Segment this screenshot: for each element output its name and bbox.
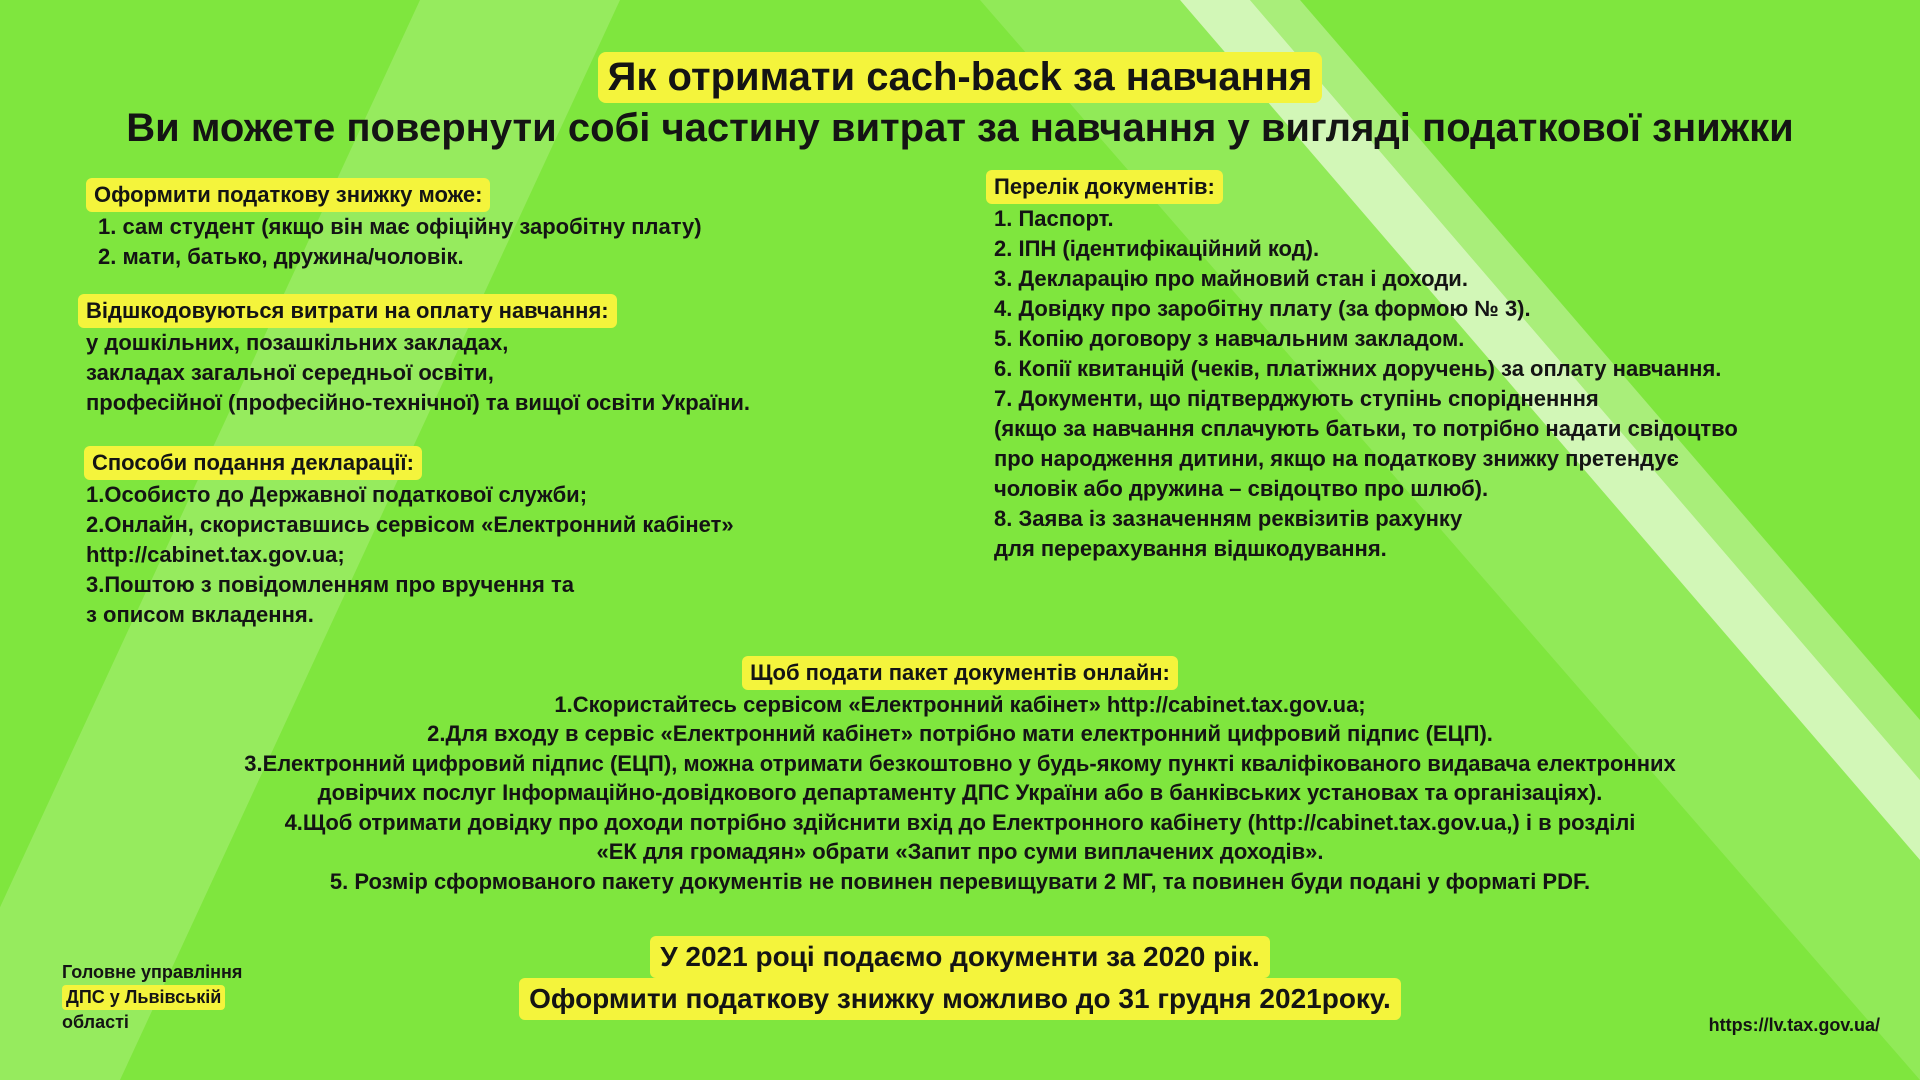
expenses-line: професійної (професійно-технічної) та вищої освіти України. xyxy=(86,390,751,415)
online-line: 2.Для входу в сервіс «Електронний кабінет» потрібно мати електронний цифровий підпис (ЕЦП). xyxy=(427,721,1493,746)
online-line: «ЕК для громадян» обрати «Запит про суми виплачених доходів». xyxy=(596,839,1324,864)
documents-line: про народження дитини, якщо на податкову знижку претендує xyxy=(994,446,1679,471)
documents-line: 2. ІПН (ідентифікаційний код). xyxy=(994,236,1320,261)
documents-line: 7. Документи, що підтверджують ступінь спорідненння xyxy=(994,386,1599,411)
main-title-text: Як отримати cach-back за навчання xyxy=(598,52,1323,103)
documents-line: 1. Паспорт. xyxy=(994,206,1114,231)
documents-section xyxy=(986,170,1738,564)
methods-line: 3.Поштою з повідомленням про вручення та xyxy=(86,572,575,597)
documents-line: 6. Копії квитанцій (чеків, платіжних доручень) за оплату навчання. xyxy=(994,356,1722,381)
methods-section xyxy=(78,446,734,630)
footer-notice xyxy=(0,936,1920,1020)
footer-line-1: У 2021 році подаємо документи за 2020 рік. xyxy=(650,936,1270,978)
organization-name xyxy=(62,960,242,1035)
org-line: ДПС у Львівській xyxy=(62,985,225,1010)
online-line: 3.Електронний цифровий підпис (ЕЦП), можна отримати безкоштовно у будь-якому пункті кваліфікованого видавача електронних xyxy=(244,750,1676,776)
who-item: 2. мати, батько, дружина/чоловік. xyxy=(98,244,464,269)
online-section xyxy=(0,656,1920,896)
documents-line: (якщо за навчання сплачують батьки, то потрібно надати свідоцтво xyxy=(994,416,1738,441)
online-line: 4.Щоб отримати довідку про доходи потрібно здійснити вхід до Електронного кабінету (http://cabinet.tax.gov.ua,) і в розділі xyxy=(284,809,1636,835)
documents-line: 3. Декларацію про майновий стан і доходи. xyxy=(994,266,1468,291)
methods-link[interactable]: http://cabinet.tax.gov.ua; xyxy=(86,542,345,567)
methods-line: 2.Онлайн, скориставшись сервісом «Електронний кабінет» xyxy=(86,512,734,537)
documents-heading: Перелік документів: xyxy=(986,170,1223,204)
documents-line: 5. Копію договору з навчальним закладом. xyxy=(994,326,1465,351)
who-section xyxy=(86,178,702,272)
methods-heading: Способи подання декларації: xyxy=(84,446,422,480)
footer-line-2: Оформити податкову знижку можливо до 31 грудня 2021року. xyxy=(519,978,1401,1020)
online-line: 1.Скористайтесь сервісом «Електронний кабінет» http://cabinet.tax.gov.ua; xyxy=(554,691,1366,717)
documents-line: для перерахування відшкодування. xyxy=(994,536,1387,561)
documents-line: 8. Заява із зазначенням реквізитів рахунку xyxy=(994,506,1463,531)
subtitle: Ви можете повернути собі частину витрат за навчання у вигляді податкової знижки xyxy=(126,106,1794,150)
online-line: 5. Розмір сформованого пакету документів не повинен перевищувати 2 МГ, та повинен буди подані у форматі PDF. xyxy=(329,868,1591,894)
main-title xyxy=(0,52,1920,103)
who-item: 1. сам студент (якщо він має офіційну заробітну плату) xyxy=(98,214,702,239)
online-heading: Щоб подати пакет документів онлайн: xyxy=(742,656,1178,690)
expenses-heading: Відшкодовуються витрати на оплату навчання: xyxy=(78,294,617,328)
online-line: довірчих послуг Інформаційно-довідкового департаменту ДПС України або в банківських установах та організаціях). xyxy=(317,780,1603,805)
org-line: Головне управління xyxy=(62,962,243,982)
expenses-line: у дошкільних, позашкільних закладах, xyxy=(86,330,509,355)
who-heading: Оформити податкову знижку може: xyxy=(86,178,490,212)
expenses-line: закладах загальної середньої освіти, xyxy=(86,360,494,385)
expenses-section xyxy=(78,294,750,418)
methods-line: з описом вкладення. xyxy=(86,602,314,627)
documents-line: 4. Довідку про заробітну плату (за формою № 3). xyxy=(994,296,1531,321)
documents-line: чоловік або дружина – свідоцтво про шлюб). xyxy=(994,476,1489,501)
methods-line: 1.Особисто до Державної податкової служби; xyxy=(86,482,588,507)
org-line: області xyxy=(62,1012,129,1032)
website-link[interactable]: https://lv.tax.gov.ua/ xyxy=(1708,1015,1880,1035)
